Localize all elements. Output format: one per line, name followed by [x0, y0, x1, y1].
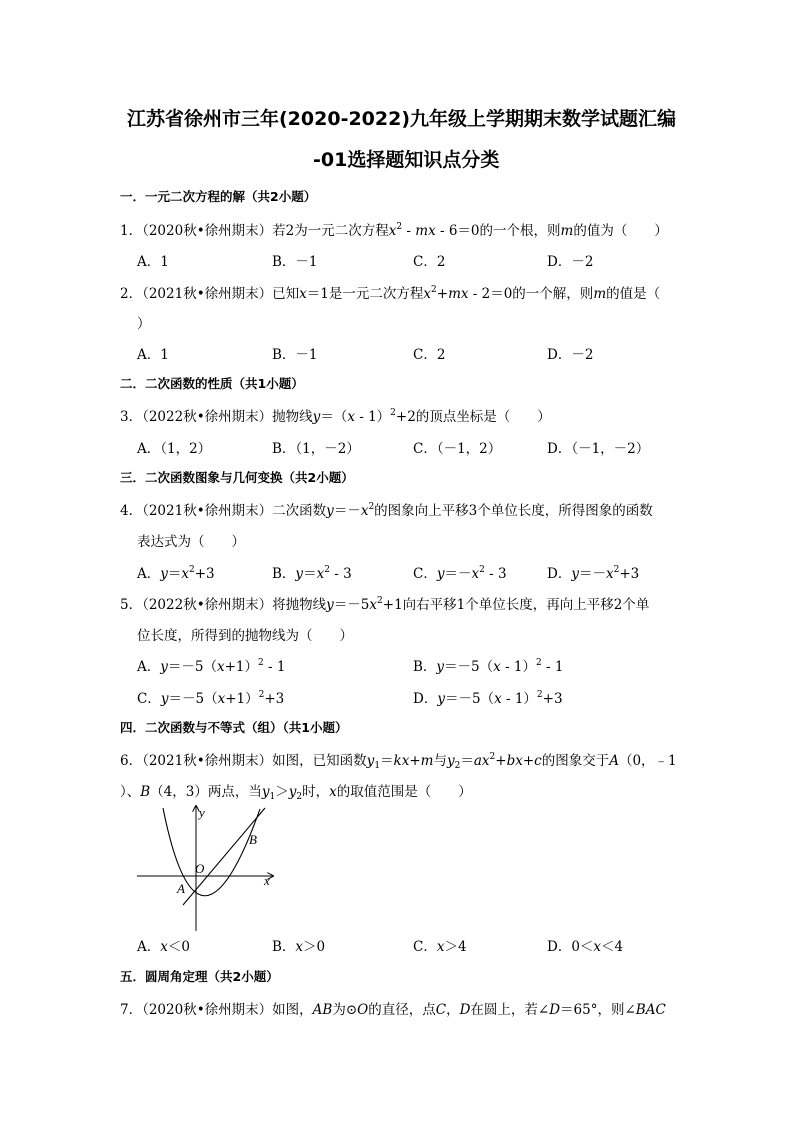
option-exp: 2 [258, 690, 265, 700]
section-heading-4: 四．二次函数与不等式（组）（共1小题） [120, 720, 348, 735]
option-exp: 2 [479, 565, 485, 575]
option-label: D． [547, 566, 572, 582]
option-text: ＝－5（ [167, 659, 217, 675]
q6-text: ＝ [460, 753, 474, 769]
q6-sub: 2 [454, 761, 461, 771]
q3-text: - 1） [354, 409, 391, 425]
option-text: +3 [542, 691, 563, 707]
q6-text: + [409, 753, 421, 769]
q7-math: C [435, 1002, 447, 1018]
q7-text: ， [446, 1002, 460, 1018]
option-label: B． [272, 566, 296, 582]
q5-math: y [326, 597, 334, 613]
q3-math: y [312, 409, 321, 425]
question-7 [120, 998, 666, 1018]
option-math: y [160, 659, 168, 675]
q3-text: +2的顶点坐标是（ ） [395, 409, 551, 425]
q5-text: ＝－5 [333, 597, 370, 613]
q5-text: 5．（2022秋•徐州期末）将抛物线 [120, 597, 327, 613]
point-b-label: B [249, 832, 257, 847]
option-math: y [436, 659, 445, 675]
q6-math: y [446, 753, 455, 769]
q2-math: x [299, 286, 307, 302]
option-text: ＞4 [444, 939, 467, 955]
q6-text: 的图象交于 [541, 753, 610, 769]
option-math: y [160, 691, 169, 707]
option-text: +3 [194, 566, 215, 582]
option-math: y [295, 566, 304, 582]
option-text: ＝－5（ [444, 659, 494, 675]
q6-math: m [420, 753, 434, 769]
q3-option-b[interactable]: B．（1，－2） [272, 441, 360, 457]
q2-exp: 2 [431, 285, 437, 295]
option-text: ＝－5（ [444, 691, 495, 707]
point-a-label: A [177, 881, 185, 896]
q7-math: D [549, 1002, 561, 1018]
q6-math: y [366, 753, 375, 769]
q6-text: ）、 [120, 784, 141, 800]
q6-text: 时， [302, 784, 330, 800]
option-text: - 1 [541, 659, 564, 675]
q4-math: y [326, 503, 334, 519]
option-text: +1） [225, 691, 259, 707]
option-text: +3 [264, 691, 285, 707]
q1-option-b[interactable]: B．－1 [272, 254, 318, 270]
q6-text: 的取值范围是（ ） [336, 784, 472, 800]
q6-math: ax [473, 753, 490, 769]
x-axis-label: x [264, 873, 270, 888]
q5-option-b[interactable] [413, 655, 563, 675]
option-math: x [605, 566, 614, 582]
q4-option-b[interactable] [272, 562, 352, 582]
option-math: x [493, 659, 501, 675]
q7-text: 为⊙ [332, 1002, 358, 1018]
option-exp: 2 [536, 658, 542, 668]
q1-text: - [402, 223, 416, 239]
q7-text: 7．（2020秋•徐州期末）如图， [120, 1002, 313, 1018]
q3-math: x [347, 409, 355, 425]
option-text: +1） [224, 659, 259, 675]
option-math: x [593, 939, 602, 955]
origin-label: O [195, 861, 205, 876]
option-label: D． [547, 939, 572, 955]
q4-math: x [360, 503, 369, 519]
option-label: B． [413, 659, 437, 675]
option-text: - 3 [329, 566, 352, 582]
section-heading-5: 五．圆周角定理（共2小题） [120, 969, 279, 984]
option-label: B． [272, 939, 296, 955]
option-math: x [436, 939, 445, 955]
question-1 [120, 219, 668, 239]
title-line-2: -01选择题知识点分类 [313, 149, 500, 171]
q6-text: ＞ [275, 784, 289, 800]
q4-text: 4．（2021秋•徐州期末）二次函数 [120, 503, 327, 519]
option-label: A． [137, 939, 161, 955]
q6-text: 6．（2021秋•徐州期末）如图，已知函数 [120, 753, 367, 769]
option-text: ＜4 [601, 939, 624, 955]
q5-continuation: 位长度，所得到的抛物线为（ ） [137, 628, 353, 644]
option-exp: 2 [536, 690, 543, 700]
q6-math: x [329, 784, 337, 800]
q2-math: x [423, 286, 432, 302]
q6-option-c[interactable] [413, 935, 467, 955]
q6-text: （0，﹣1 [618, 753, 677, 769]
q2-option-a[interactable]: A．1 [137, 347, 169, 363]
q3-text: 3．（2022秋•徐州期末）抛物线 [120, 409, 313, 425]
q3-exp: 2 [390, 408, 396, 418]
q7-math: O [357, 1002, 369, 1018]
q5-option-a[interactable] [137, 655, 285, 675]
q6-text: + [522, 753, 535, 769]
option-text: - 1） [500, 659, 537, 675]
q2-text: + [436, 286, 449, 302]
q4-option-d[interactable] [547, 562, 639, 582]
option-label: C． [413, 566, 437, 582]
q3-option-d[interactable]: D．（－1，－2） [547, 441, 650, 457]
option-text: ＝－ [578, 566, 606, 582]
option-math: x [471, 566, 480, 582]
section-heading-1: 一．一元二次方程的解（共2小题） [120, 189, 317, 204]
option-text: - 1） [501, 691, 537, 707]
q3-option-c[interactable]: C．（－1，2） [413, 441, 502, 457]
q2-option-b[interactable]: B．－1 [272, 347, 318, 363]
section-heading-2: 二．二次函数的性质（共1小题） [120, 376, 304, 391]
option-math: y [160, 566, 168, 582]
q2-continuation: ） [137, 316, 151, 332]
q1-option-d[interactable]: D．－2 [547, 254, 594, 270]
q4-exp: 2 [368, 502, 375, 512]
option-text: +3 [619, 566, 640, 582]
option-math: x [216, 659, 225, 675]
q2-option-c[interactable]: C．2 [413, 347, 446, 363]
option-math: x [181, 566, 190, 582]
option-text: - 1 [263, 659, 286, 675]
q7-math: AB [312, 1002, 333, 1018]
option-math: x [160, 939, 168, 955]
option-exp: 2 [324, 565, 330, 575]
q6-option-b[interactable] [272, 935, 325, 955]
q2-text: - 2＝0的一个解，则 [468, 286, 594, 302]
q1-math: x [388, 223, 397, 239]
q6-text: 与 [433, 753, 447, 769]
question-6 [120, 749, 677, 769]
option-exp: 2 [613, 565, 620, 575]
option-text: ＝ [167, 566, 182, 582]
option-math: x [494, 691, 502, 707]
q6-math: bx [506, 753, 523, 769]
q7-math: BAC [635, 1002, 666, 1018]
q4-option-c[interactable] [413, 562, 507, 582]
q6-text: （4，3）两点，当 [150, 784, 262, 800]
question-4 [120, 499, 653, 519]
option-label: C． [137, 691, 161, 707]
q3-text: ＝（ [320, 409, 348, 425]
option-text: ＞0 [303, 939, 326, 955]
q7-text: 的直径，点 [368, 1002, 436, 1018]
q1-math: mx [415, 223, 436, 239]
page-title [127, 104, 676, 131]
q2-math: m [593, 286, 607, 302]
q6-option-a[interactable] [137, 935, 190, 955]
q5-option-d[interactable] [413, 687, 563, 707]
q5-math: x [369, 597, 378, 613]
q1-text: 的值为（ ） [573, 223, 668, 239]
option-math: y [437, 691, 445, 707]
q6-math: y [261, 784, 270, 800]
option-label: A． [137, 659, 161, 675]
q5-exp: 2 [377, 596, 383, 606]
linear-line [183, 808, 265, 905]
option-math: x [295, 939, 304, 955]
option-label: C． [413, 939, 437, 955]
y-axis-label: y [199, 805, 205, 820]
option-text: ＝ [303, 566, 317, 582]
q1-option-a[interactable]: A．1 [137, 254, 169, 270]
question-3 [120, 405, 551, 425]
q6-sub: 1 [269, 792, 276, 802]
q6-sub: 1 [374, 761, 381, 771]
q6-continuation [120, 780, 472, 800]
q6-math: kx [393, 753, 410, 769]
option-exp: 2 [258, 658, 264, 668]
q4-text: ＝－ [333, 503, 361, 519]
q4-option-a[interactable] [137, 562, 215, 582]
q6-sub: 2 [296, 792, 303, 802]
q7-text: ＝65°，则∠ [560, 1002, 636, 1018]
q6-math: y [288, 784, 297, 800]
q1-option-c[interactable]: C．2 [413, 254, 446, 270]
option-text: ＜0 [167, 939, 190, 955]
q2-text: ＝1是一元二次方程 [306, 286, 424, 302]
q4-text: 的图象向上平移3个单位长度，所得图象的函数 [374, 503, 653, 519]
q7-text: 在圆上，若∠ [470, 1002, 550, 1018]
option-math: y [571, 566, 579, 582]
option-exp: 2 [189, 565, 195, 575]
title-line-1: 江苏省徐州市三年(2020-2022)九年级上学期期末数学试题汇编 [127, 108, 677, 130]
option-math: x [217, 691, 226, 707]
q1-math: m [560, 223, 574, 239]
option-label: D． [413, 691, 438, 707]
page-subtitle [313, 145, 499, 172]
q1-exp: 2 [396, 222, 403, 232]
q4-continuation: 表达式为（ ） [137, 534, 245, 550]
q6-text: + [495, 753, 507, 769]
q2-option-d[interactable]: D．－2 [547, 347, 594, 363]
q6-exp: 2 [489, 752, 496, 762]
q7-math: D [459, 1002, 471, 1018]
q6-option-d[interactable] [547, 935, 623, 955]
option-math: x [316, 566, 325, 582]
option-text: ＝－ [444, 566, 472, 582]
q2-math: mx [448, 286, 469, 302]
q3-option-a[interactable]: A．（1，2） [137, 441, 212, 457]
q6-function-graph [135, 803, 280, 933]
question-2 [120, 282, 660, 302]
q6-math: B [140, 784, 151, 800]
q5-option-c[interactable] [137, 687, 284, 707]
option-text: - 3 [484, 566, 507, 582]
q1-text: 1．（2020秋•徐州期末）若2为一元二次方程 [120, 223, 389, 239]
question-5 [120, 593, 649, 613]
option-math: y [436, 566, 445, 582]
option-label: A． [137, 566, 161, 582]
q2-text: 2．（2021秋•徐州期末）已知 [120, 286, 300, 302]
q2-text: 的值是（ [606, 286, 661, 302]
q6-math: A [609, 753, 619, 769]
q1-text: - 6＝0的一个根，则 [435, 223, 561, 239]
section-heading-3: 三．二次函数图象与几何变换（共2小题） [120, 470, 354, 485]
option-text: 0＜ [571, 939, 594, 955]
option-text: ＝－5（ [168, 691, 218, 707]
q6-math: c [534, 753, 542, 769]
q5-text: +1向右平移1个单位长度，再向上平移2个单 [382, 597, 650, 613]
q6-text: ＝ [380, 753, 394, 769]
